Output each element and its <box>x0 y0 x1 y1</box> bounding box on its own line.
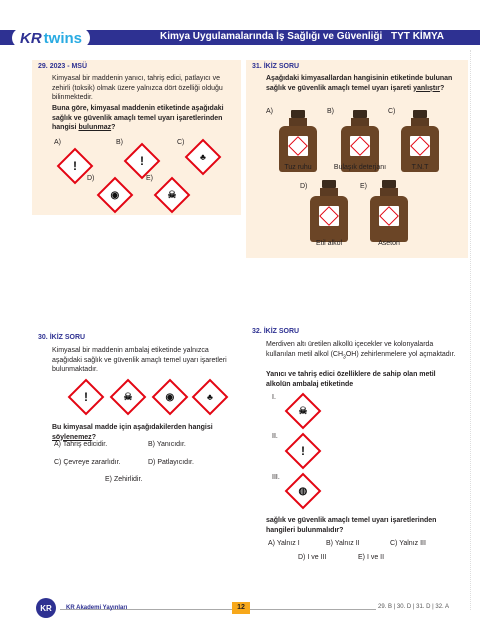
q31-label-d: Etil alkol <box>315 240 343 247</box>
q31-bottle-d[interactable] <box>310 180 348 242</box>
q29-option-c-label: C) <box>177 139 185 146</box>
q29-question-end: ? <box>111 124 116 131</box>
q31-bottle-e[interactable] <box>370 180 408 242</box>
answer-key: 29. B | 30. D | 31. D | 32. A <box>378 604 450 610</box>
q31-question-end: ? <box>439 84 445 92</box>
q32-question2: sağlık ve güvenlik amaçlı temel uyarı işaretlerinden hangileri bulunmalıdır? <box>266 517 437 534</box>
q32-text-part1: Merdiven altı üretilen alkollü içecekler ve kolonyalarda kullanılan metil alkol (CH <box>266 341 434 358</box>
q31-option-c-label: C) <box>388 108 396 115</box>
q30-choice-e[interactable]: E) Zehirlidir. <box>105 476 143 483</box>
q31-heading <box>252 62 462 72</box>
page-header <box>0 0 480 48</box>
q32-roman-i: I. <box>272 394 276 401</box>
q30-skull-icon: ☠ <box>110 379 147 416</box>
q32-number: 32. <box>252 328 262 335</box>
q32-tag: İKİZ SORU <box>263 328 300 335</box>
q29-option-b-label: B) <box>116 139 123 146</box>
q29-option-a-exclamation-icon[interactable]: ! <box>57 148 94 185</box>
q31-bottle-c[interactable] <box>401 110 439 172</box>
q32-subscript: 3 <box>343 353 346 360</box>
q32-choice-b[interactable]: B) Yalnız II <box>326 540 360 547</box>
q31-option-b-label: B) <box>327 108 334 115</box>
column-divider <box>470 50 476 610</box>
q31-option-a-label: A) <box>266 108 273 115</box>
q31-label-e: Aseton <box>378 240 400 247</box>
q32-oxidizer-icon: ◍ <box>285 473 322 510</box>
footer-publisher: KR Akademi Yayınları <box>66 605 128 611</box>
q30-question <box>52 423 238 442</box>
header-subject: TYT KİMYA <box>391 31 444 42</box>
q30-flame-icon: ◉ <box>152 379 189 416</box>
q31-label-b: Bulaşık deterjanı <box>333 164 387 171</box>
q29-option-b-exclamation-icon[interactable]: ! <box>124 143 161 180</box>
q32-skull-icon: ☠ <box>285 393 322 430</box>
q30-exclamation-icon: ! <box>68 379 105 416</box>
q29-option-c-environment-icon[interactable]: ♣ <box>185 139 222 176</box>
q31-label-a: Tuz ruhu <box>284 164 312 171</box>
q29-text: Kimyasal bir maddenin yanıcı, tahriş edici, patlayıcı ve zehirli (toksik) olmak üzere yalnızca dört özelliği olduğu bilinmektedir. <box>52 75 223 101</box>
q30-choice-c[interactable]: C) Çevreye zararlıdır. <box>54 459 121 466</box>
header-title: Kimya Uygulamalarında İş Sağlığı ve Güvenliği <box>160 31 383 42</box>
q30-choice-a[interactable]: A) Tahriş edicidir. <box>54 441 108 448</box>
q30-environment-icon: ♣ <box>192 379 229 416</box>
q29-option-d-label: D) <box>87 175 95 182</box>
q29-option-a-label: A) <box>54 139 61 146</box>
q29-question-underline: bulunmaz <box>78 124 112 131</box>
q32-text-part2: OH) zehirlenmelere yol açmaktadır. <box>345 350 456 358</box>
q31-bottle-a[interactable] <box>279 110 317 172</box>
q30-choice-b[interactable]: B) Yanıcıdır. <box>148 441 186 448</box>
q31-question-underline: yanlıştır <box>413 84 440 92</box>
logo-twins: twins <box>43 29 83 47</box>
q29-option-e-skull-icon[interactable]: ☠ <box>154 177 191 214</box>
q32-roman-ii: II. <box>272 433 278 440</box>
q30-number: 30. <box>38 334 48 341</box>
q30-question-end: ? <box>91 433 96 441</box>
q30-heading <box>38 333 238 343</box>
q32-text <box>266 340 456 362</box>
q29-tag: 2023 - MSÜ <box>49 63 88 70</box>
q31-question-text: Aşağıdaki kimyasallardan hangisinin etiketinde bulunan sağlık ve güvenlik amaçlı temel uyarı işareti <box>266 75 453 92</box>
q30-question-text: Bu kimyasal madde için aşağıdakilerden hangisi <box>52 424 213 431</box>
q32-exclamation-icon: ! <box>285 433 322 470</box>
q32-choice-d[interactable]: D) I ve III <box>298 554 327 561</box>
q31-bottle-b[interactable] <box>341 110 379 172</box>
q29-option-e-label: E) <box>146 175 153 182</box>
q30-choice-d[interactable]: D) Patlayıcıdır. <box>148 459 194 466</box>
q31-number: 31. <box>252 63 262 70</box>
q31-tag: İKİZ SORU <box>263 63 300 70</box>
q32-question: Yanıcı ve tahriş edici özelliklere de sahip olan metil alkolün ambalaj etiketinde <box>266 371 436 388</box>
q32-choice-e[interactable]: E) I ve II <box>358 554 385 561</box>
page-number: 12 <box>232 602 250 614</box>
footer-logo: KR <box>36 598 56 618</box>
q32-roman-iii: III. <box>272 474 280 481</box>
q30-tag: İKİZ SORU <box>49 334 86 341</box>
q29-question <box>52 104 238 133</box>
q32-choice-c[interactable]: C) Yalnız III <box>390 540 426 547</box>
q29-question-text: Buna göre, kimyasal maddenin etiketinde aşağıdaki sağlık ve güvenlik amaçlı temel uyarı işaretlerinden hangisi <box>52 105 224 131</box>
q30-question-underline: söylenemez <box>52 433 92 441</box>
q31-option-d-label: D) <box>300 183 308 190</box>
logo-kr: KR <box>20 29 42 47</box>
q31-label-c: T.N.T <box>411 164 429 171</box>
q32-heading <box>252 327 462 337</box>
q31-question <box>266 74 462 93</box>
q32-choice-a[interactable]: A) Yalnız I <box>268 540 300 547</box>
brand-logo <box>12 28 90 48</box>
q29-number: 29. <box>38 63 48 70</box>
q30-text: Kimyasal bir maddenin ambalaj etiketinde yalnızca aşağıdaki sağlık ve güvenlik amaçlı temel uyarı işaretleri bulunmaktadır. <box>52 347 227 373</box>
q31-option-e-label: E) <box>360 183 367 190</box>
q29-option-d-flame-icon[interactable]: ◉ <box>97 177 134 214</box>
q29-heading <box>38 62 238 72</box>
